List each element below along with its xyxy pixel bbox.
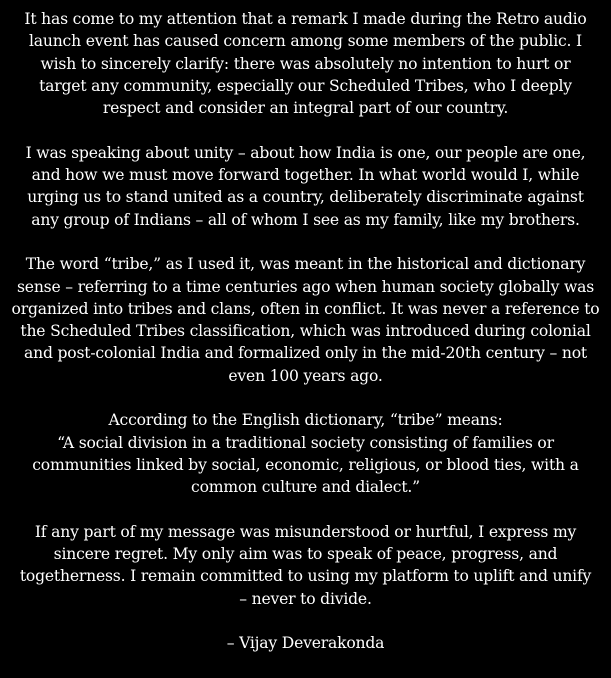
signature-block xyxy=(4,632,607,654)
text-line: the Scheduled Tribes classification, which was introduced during colonial xyxy=(20,322,591,341)
text-line: target any community, especially our Scheduled Tribes, who I deeply xyxy=(39,76,572,95)
text-line: even 100 years ago. xyxy=(228,366,383,385)
text-line: “A social division in a traditional society consisting of families or xyxy=(57,433,554,452)
text-line: wish to sincerely clarify: there was absolutely no intention to hurt or xyxy=(40,54,571,73)
text-line: and how we must move forward together. In what world would I, while xyxy=(31,166,580,185)
text-line: sincere regret. My only aim was to speak of peace, progress, and xyxy=(53,545,558,564)
paragraph-unity xyxy=(4,142,607,231)
paragraph-regret xyxy=(4,521,607,610)
text-line: urging us to stand united as a country, deliberately discriminate against xyxy=(27,188,584,207)
text-line: I was speaking about unity – about how India is one, our people are one, xyxy=(25,143,586,162)
signature: – Vijay Deverakonda xyxy=(226,634,385,653)
text-line: sense – referring to a time centuries ago when human society globally was xyxy=(16,277,595,296)
text-line: organized into tribes and clans, often in conflict. It was never a reference to xyxy=(11,299,600,318)
text-line: respect and consider an integral part of our country. xyxy=(102,99,509,118)
paragraph-word-tribe xyxy=(4,253,607,387)
text-line: togetherness. I remain committed to using my platform to uplift and unify xyxy=(19,567,592,586)
text-line: any group of Indians – all of whom I see as my family, like my brothers. xyxy=(31,210,580,229)
text-line: and post-colonial India and formalized only in the mid-20th century – not xyxy=(24,344,587,363)
text-line: common culture and dialect.” xyxy=(191,478,420,497)
text-line: According to the English dictionary, “tribe” means: xyxy=(108,411,503,430)
paragraph-dictionary-definition xyxy=(4,409,607,498)
text-line: If any part of my message was misunderstood or hurtful, I express my xyxy=(34,522,577,541)
text-line: launch event has caused concern among some members of the public. I xyxy=(28,32,582,51)
paragraph-clarification xyxy=(4,8,607,119)
text-line: – never to divide. xyxy=(239,589,372,608)
text-line: communities linked by social, economic, religious, or blood ties, with a xyxy=(32,455,579,474)
text-line: It has come to my attention that a remark I made during the Retro audio xyxy=(24,10,587,28)
text-line: The word “tribe,” as I used it, was meant in the historical and dictionary xyxy=(25,255,586,274)
